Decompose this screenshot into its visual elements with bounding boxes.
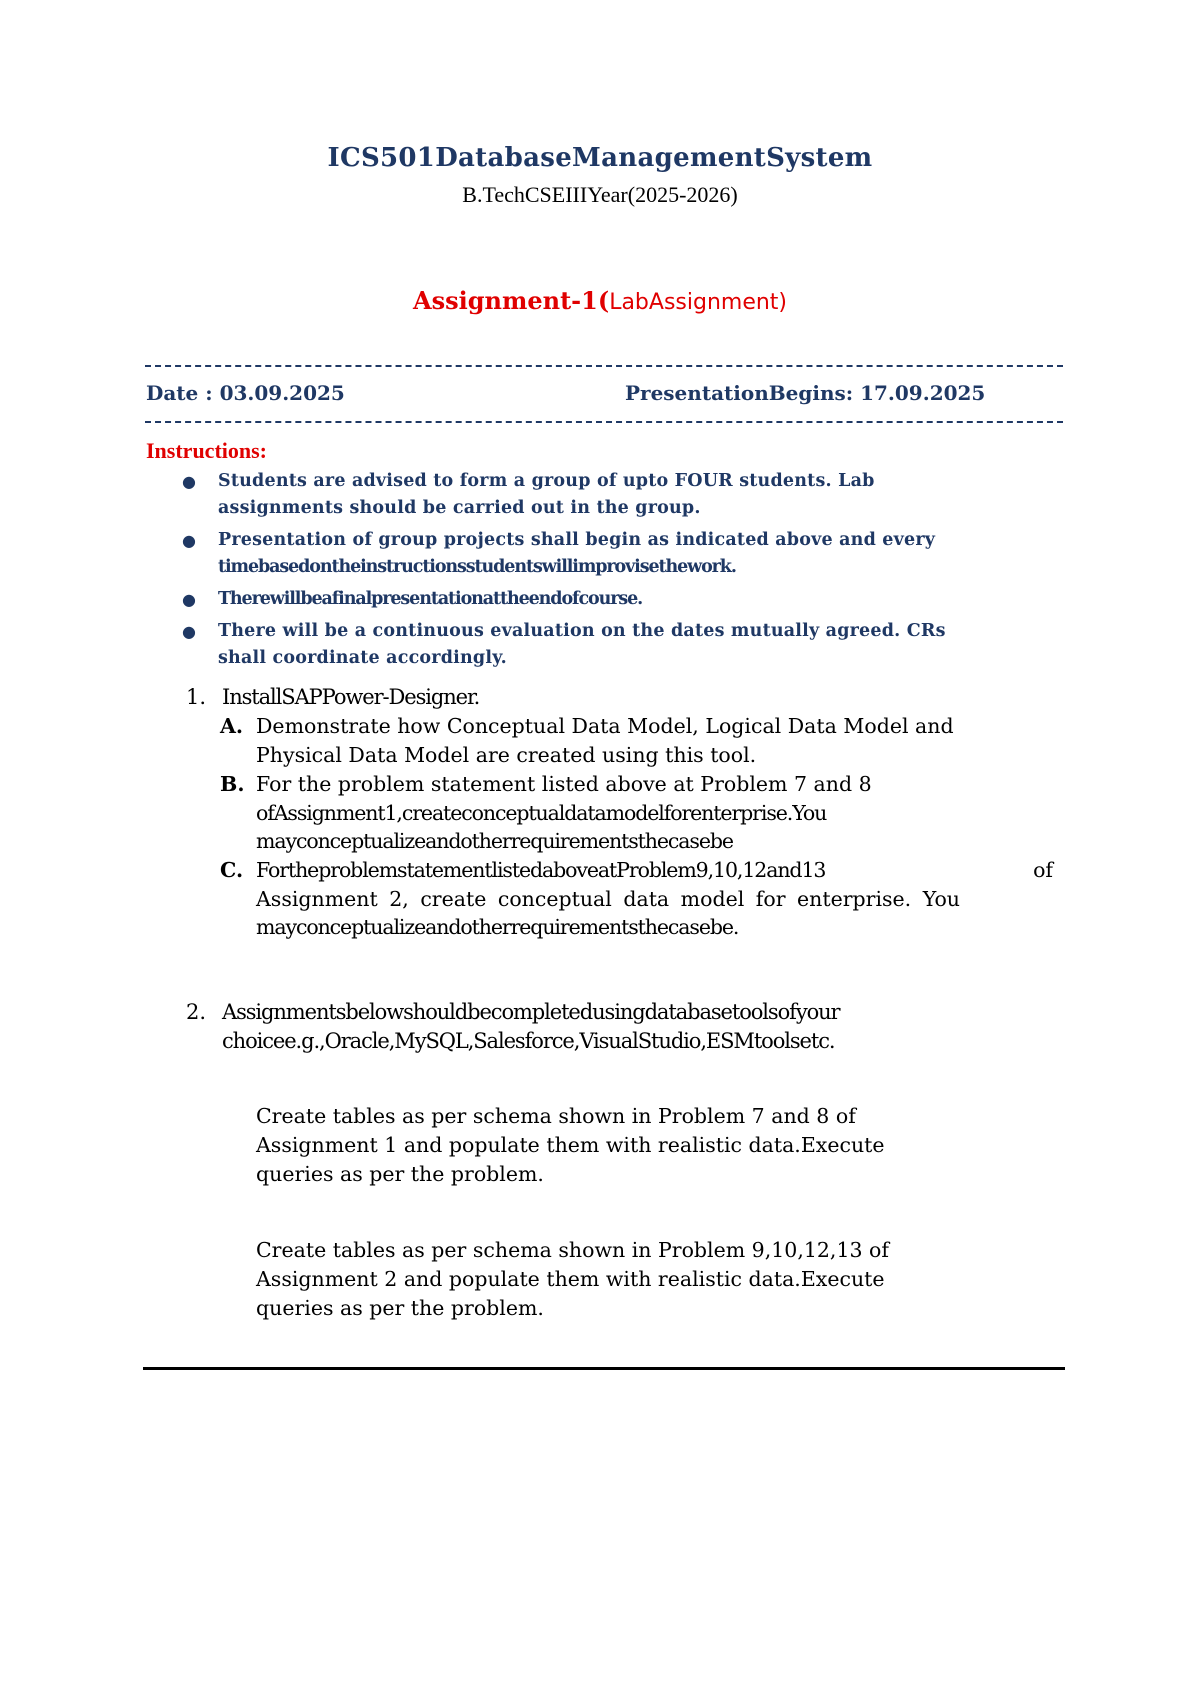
- item-letter: B.: [220, 772, 245, 796]
- instruction-line: Presentation of group projects shall begin as indicated above and every: [218, 530, 936, 550]
- item-line: Demonstrate how Conceptual Data Model, Logical Data Model and: [256, 714, 954, 738]
- task-1-item-a: [220, 712, 1066, 770]
- instruction-line: assignments should be carried out in the group.: [218, 498, 701, 518]
- instruction-line: Therewillbeafinalpresentationattheendofcourse.: [218, 589, 643, 609]
- item-line: Physical Data Model are created using this tool.: [256, 742, 757, 767]
- task-1: [186, 683, 1066, 713]
- item-letter: A.: [220, 714, 244, 738]
- instruction-line: There will be a continuous evaluation on the dates mutually agreed. CRs: [218, 621, 946, 641]
- assignment-date: Date : 03.09.2025: [146, 381, 345, 405]
- task-2-paragraph-1: [256, 1102, 1036, 1189]
- task-line: Assignmentsbelowshouldbecompletedusingdatabasetoolsofyour: [222, 1000, 840, 1024]
- paragraph-line: queries as per the problem.: [256, 1296, 544, 1320]
- instruction-line: Students are advised to form a group of upto FOUR students. Lab: [218, 471, 875, 491]
- bullet-icon: ●: [182, 590, 197, 609]
- task-title: InstallSAPPower-Designer.: [222, 685, 480, 709]
- item-text: [256, 770, 1056, 856]
- item-text: [256, 712, 1056, 769]
- bottom-divider: [143, 1367, 1065, 1370]
- item-letter: C.: [220, 858, 244, 882]
- instruction-item: [182, 586, 1022, 613]
- task-line: choicee.g.,Oracle,MySQL,Salesforce,VisualStudio,ESMtoolsetc.: [222, 1029, 835, 1053]
- bullet-icon: ●: [182, 622, 197, 641]
- paragraph-line: Assignment 2 and populate them with realistic data.Execute: [256, 1267, 885, 1291]
- task-2: [186, 998, 1066, 1058]
- task-1-item-b: [220, 770, 1066, 856]
- item-line-left: FortheproblemstatementlistedaboveatProblem9,10,12and13: [256, 858, 826, 882]
- course-subtitle: B.TechCSEIIIYear(2025-2026): [462, 182, 738, 207]
- instruction-line: shall coordinate accordingly.: [218, 648, 507, 668]
- assignment-heading: [0, 286, 1200, 315]
- task-1-item-c: [220, 856, 1066, 942]
- item-line-right: of: [1033, 858, 1053, 882]
- assignment-title: Assignment-1(: [412, 286, 610, 315]
- paragraph-line: Create tables as per schema shown in Problem 9,10,12,13 of: [256, 1238, 889, 1262]
- instruction-item: [182, 527, 1022, 581]
- paragraph-line: Assignment 1 and populate them with realistic data.Execute: [256, 1133, 885, 1157]
- dashed-divider-bottom: [145, 421, 1063, 423]
- item-line: mayconceptualizeandotherrequirementsthecasebe: [256, 829, 733, 853]
- item-text: [256, 856, 1056, 942]
- paragraph-line: queries as per the problem.: [256, 1162, 544, 1186]
- instruction-line: timebasedontheinstructionsstudentswillimprovisethework.: [218, 557, 736, 577]
- instruction-item: [182, 468, 1022, 522]
- instructions-heading: Instructions:: [146, 438, 268, 463]
- task-number: 1.: [186, 685, 207, 709]
- item-line: ofAssignment1,createconceptualdatamodelforenterprise.You: [256, 800, 827, 825]
- instructions-list: [182, 468, 1022, 677]
- presentation-date: PresentationBegins: 17.09.2025: [625, 381, 986, 405]
- item-line-justified: [256, 856, 1053, 885]
- paragraph-line: Create tables as per schema shown in Problem 7 and 8 of: [256, 1104, 856, 1128]
- item-line: For the problem statement listed above at Problem 7 and 8: [256, 772, 872, 796]
- course-title: ICS501DatabaseManagementSystem: [327, 143, 873, 173]
- bullet-icon: ●: [182, 531, 197, 550]
- task-2-paragraph-2: [256, 1236, 1036, 1323]
- instruction-item: [182, 618, 1022, 672]
- item-line: Assignment 2, create conceptual data model for enterprise. You: [256, 886, 960, 911]
- task-number: 2.: [186, 1000, 207, 1024]
- bullet-icon: ●: [182, 472, 197, 491]
- assignment-type: LabAssignment): [609, 290, 788, 315]
- date-row: [146, 381, 1066, 411]
- item-line: mayconceptualizeandotherrequirementsthecasebe.: [256, 915, 739, 939]
- dashed-divider-top: [145, 365, 1063, 367]
